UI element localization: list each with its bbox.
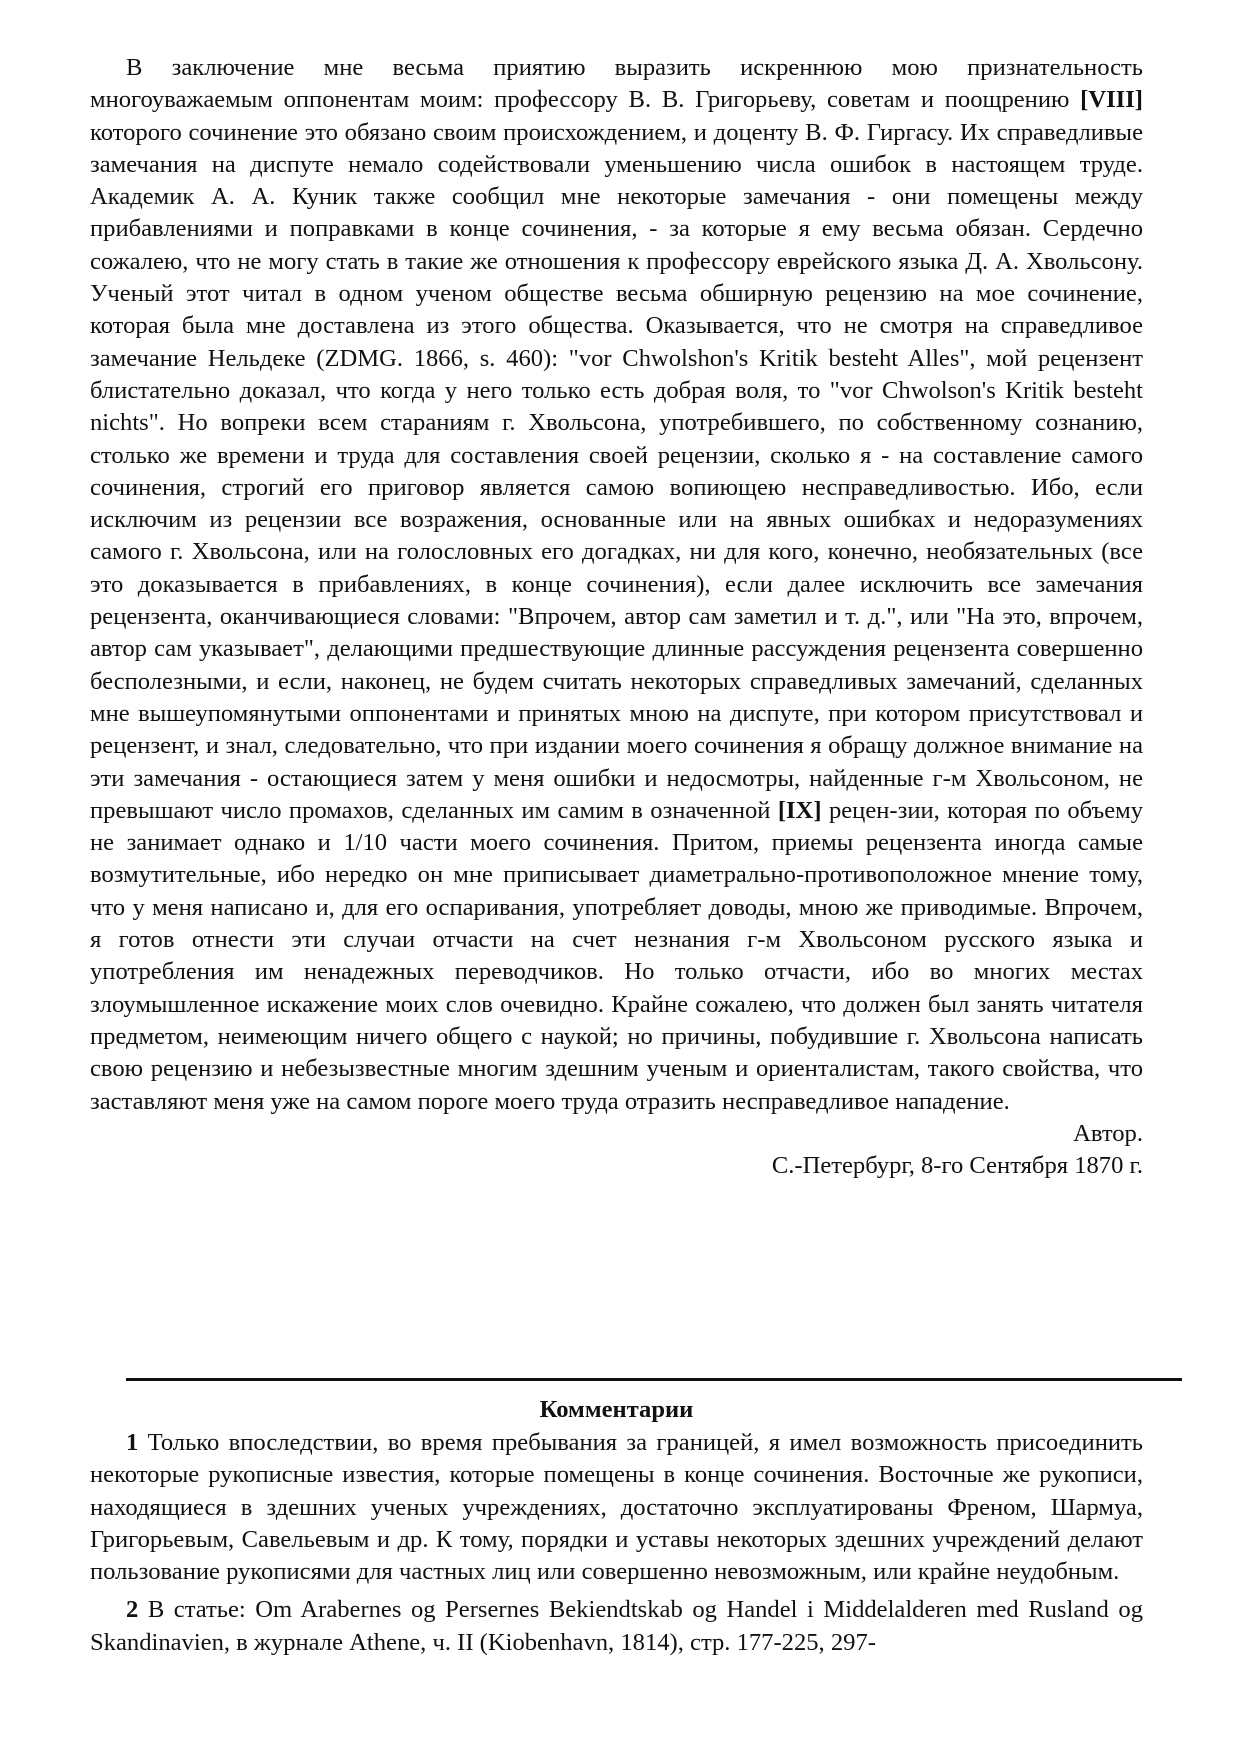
signature: Автор. bbox=[1073, 1119, 1143, 1147]
main-text bbox=[90, 52, 1143, 1182]
footnote-text: Только впоследствии, во время пребывания за границей, я имел возможность присоединить некоторые рукописные известия, которые помещены в конце сочинения. Восточные же рукописи, находящиеся в здешних ученых учреждениях, достаточно эксплуатированы Френом, Шармуа, Григорьевым, Савельевым и др. К тому, порядки и уставы некоторых здешних учреждений делают пользование рукописями для частных лиц или совершенно невозможным, или крайне неудобным. bbox=[90, 1429, 1143, 1586]
footnote bbox=[90, 1594, 1143, 1659]
footnotes bbox=[90, 1394, 1143, 1665]
body-text-part-2: которого сочинение это обязано своим происхождением, и доценту В. Ф. Гиргасу. Их справедливые замечания на диспуте немало содействовали уменьшению числа ошибок в настоящем труде. Академик А. А. Куник также сообщил мне некоторые замечания - они помещены между прибавлениями и поправками в конце сочинения, - за которые я ему весьма обязан. Сердечно сожалею, что не могу стать в такие же отношения к профессору еврейского языка Д. А. Хвольсону. Ученый этот читал в одном ученом обществе весьма обширную рецензию на мое сочинение, которая была мне доставлена из этого общества. Оказывается, что не смотря на справедливое замечание Нельдеке (ZDMG. 1866, s. 460): "vor Chwolshon's Kritik besteht Alles", мой рецензент блистательно доказал, что когда у него только есть добрая воля, то "vor Chwolson's Kritik besteht nichts". Но вопреки всем стараниям г. Хвольсона, употребившего, по собственному сознанию, столько же времени и труда для составления своей рецензии, сколько я - на составление самого сочинения, строгий его приговор является самою вопиющею несправедливостью. Ибо, если исключим из рецензии все возражения, основанные или на явных ошибках и недоразумениях самого г. Хвольсона, или на голословных его догадках, ни для кого, конечно, необязательных (все это доказывается в прибавлениях, в конце сочинения), если далее исключить все замечания рецензента, оканчивающиеся словами: "Впрочем, автор сам заметил и т. д.", или "На это, впрочем, автор сам указывает", делающими предшествующие длинные рассуждения рецензента совершенно бесполезными, и если, наконец, не будем считать некоторых справедливых замечаний, сделанных мне вышеупомянутыми оппонентами и принятых мною на диспуте, при котором присутствовал и рецензент, и знал, следовательно, что при издании моего сочинения я обращу должное внимание на эти замечания - остающиеся затем у меня ошибки и недосмотры, найденные г-м Хвольсоном, не превышают число промахов, сделанных им самим в означенной bbox=[90, 118, 1143, 824]
body-paragraph bbox=[90, 52, 1143, 1118]
footnote bbox=[90, 1427, 1143, 1588]
footnote-number: 1 bbox=[126, 1429, 139, 1456]
footnote-divider bbox=[126, 1378, 1182, 1381]
footnote-number: 2 bbox=[126, 1596, 139, 1624]
page-marker-ix: [IX] bbox=[777, 796, 822, 824]
place-date: С.-Петербург, 8-го Сентября 1870 г. bbox=[771, 1152, 1143, 1180]
body-text-part-1: В заключение мне весьма приятию выразить искреннюю мою признательность многоуважаемым оппонентам моим: профессору В. В. Григорьеву, советам и поощрению bbox=[90, 54, 1143, 114]
footnote-text: В статье: Om Arabernes og Persernes Bekiendtskab og Handel i Middelalderen med Rusland og Skandinavien, в журнале Athene, ч. II (Kiobenhavn, 1814), стр. 177-225, 297- bbox=[90, 1596, 1143, 1656]
footnotes-heading: Комментарии bbox=[539, 1396, 694, 1423]
body-text-part-3: рецен-зии, которая по объему не занимает однако и 1/10 части моего сочинения. Притом, приемы рецензента иногда самые возмутительные, ибо нередко он мне приписывает диаметрально-противоположное мнение тому, что у меня написано и, для его оспаривания, употребляет доводы, мною же приводимые. Впрочем, я готов отнести эти случаи отчасти на счет незнания г-м Хвольсоном русского языка и употребления им ненадежных переводчиков. Но только отчасти, ибо во многих местах злоумышленное искажение моих слов очевидно. Крайне сожалею, что должен был занять читателя предметом, неимеющим ничего общего с наукой; но причины, побудившие г. Хвольсона написать свою рецензию и небезызвестные многим здешним ученым и ориенталистам, такого свойства, что заставляют меня уже на самом пороге моего труда отразить несправедливое нападение. bbox=[90, 796, 1144, 1115]
page-marker-viii: [VIII] bbox=[1080, 86, 1143, 114]
